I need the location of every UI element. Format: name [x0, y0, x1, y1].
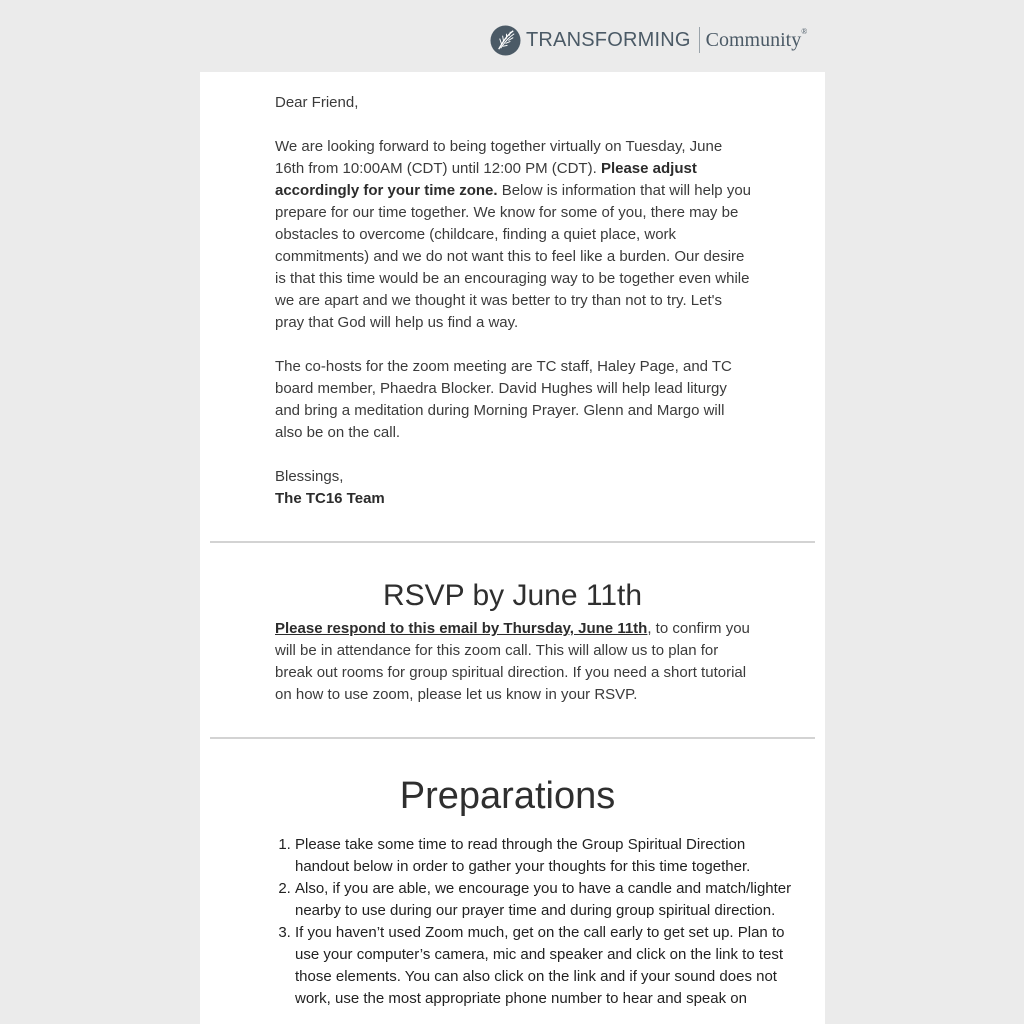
logo-divider [699, 27, 700, 53]
registered-mark: ® [801, 26, 808, 36]
signature: The TC16 Team [275, 490, 385, 507]
rsvp-heading: RSVP by June 11th [382, 579, 643, 612]
logo-word-community [705, 26, 808, 52]
greeting: Dear Friend, [275, 94, 359, 111]
logo-word-transforming: TRANSFORMING [526, 28, 691, 51]
intro-bold-note: Please adjust accordingly for your time zone. [275, 160, 697, 199]
list-item: 1. Please take some time to read through the Group Spiritual Direction handout below in order to gather your thoughts for this time together. [295, 834, 795, 878]
transforming-community-logo[interactable] [490, 24, 807, 56]
list-item: 2. Also, if you are able, we encourage you to have a candle and match/lighter nearby to use during our prayer time and during group spiritual direction. [295, 878, 795, 922]
section-divider [210, 541, 815, 543]
logo-community-text: Community [705, 28, 802, 51]
preparations-heading: Preparations [399, 775, 616, 817]
section-divider [210, 737, 815, 739]
rsvp-email-link[interactable]: Please respond to this email by Thursday, June 11th [275, 620, 648, 637]
email-body-card [200, 72, 825, 1024]
preparations-list [275, 834, 795, 1010]
list-item: 3. If you haven’t used Zoom much, get on the call early to get set up. Plan to use your computer’s camera, mic and speaker and click on the link to test those elements. You can also click on the link and if your sound does not work, use the most appropriate phone number to hear and speak on [295, 922, 795, 1010]
intro-paragraph [275, 136, 755, 334]
intro-text-end: Below is information that will help you prepare for our time together. We know for some of you, there may be obstacles to overcome (childcare, finding a quiet place, work commitments) and we do not want this to feel like a burden. Our desire is that this time would be an encouraging way to be together even while we are apart and we thought it was better to try than not to try. Let's pray that God will help us find a way. [275, 182, 752, 331]
rsvp-body-text: , to confirm you will be in attendance for this zoom call. This will allow us to plan for break out rooms for group spiritual direction. If you need a short tutorial on how to use zoom, please let us know in your RSVP. [275, 620, 750, 703]
signoff [275, 466, 755, 510]
rsvp-paragraph [275, 618, 755, 706]
intro-text-start: We are looking forward to being together virtually on Tuesday, June 16th from 10:00AM (CDT) until 12:00 PM (CDT). [275, 138, 723, 177]
closing: Blessings, [275, 468, 344, 485]
email-header [0, 0, 1024, 72]
leaf-feather-icon [490, 25, 521, 56]
cohosts-paragraph: The co-hosts for the zoom meeting are TC staff, Haley Page, and TC board member, Phaedra Blocker. David Hughes will help lead liturgy and bring a meditation during Morning Prayer. Glenn and Margo will also be on the call. [275, 358, 732, 441]
